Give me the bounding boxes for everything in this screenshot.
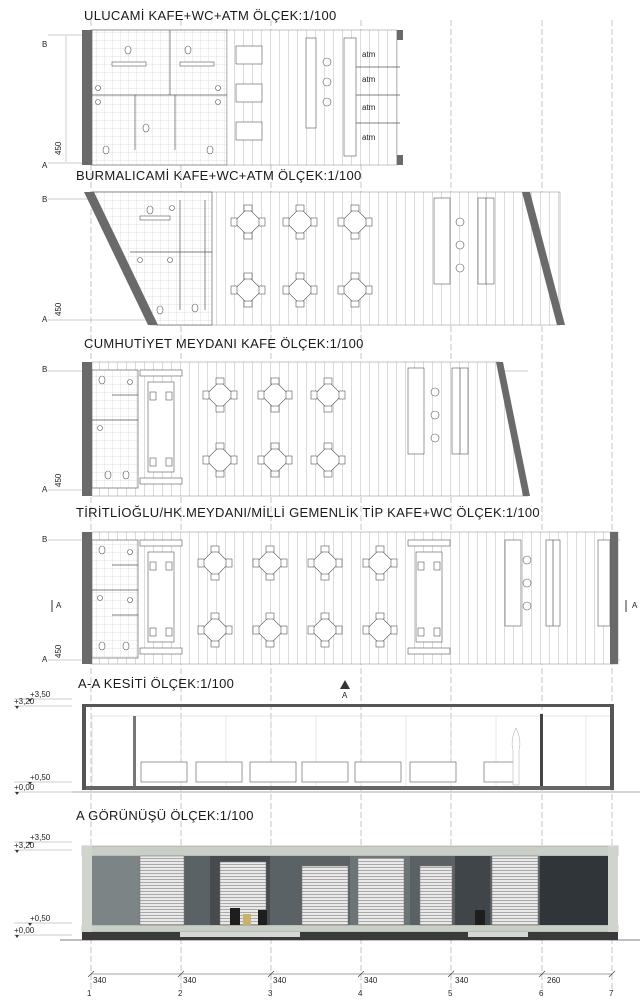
wc-fixture-icon <box>185 46 191 54</box>
grid-number: 4 <box>358 989 363 998</box>
chair-icon <box>258 910 267 925</box>
elevation-title: A GÖRÜNÜŞÜ ÖLÇEK:1/100 <box>76 808 254 823</box>
end-wall <box>82 30 92 165</box>
plan-burmalicami <box>42 168 565 325</box>
louver-shutter <box>302 866 348 925</box>
section-title: A-A KESİTİ ÖLÇEK:1/100 <box>78 676 235 691</box>
grid-number: 3 <box>268 989 273 998</box>
end-wall <box>610 532 618 664</box>
axis-label-a: A <box>42 161 48 170</box>
chair-icon <box>475 910 485 925</box>
grid-number: 5 <box>448 989 453 998</box>
end-wall <box>82 362 92 496</box>
depth-dimension: 450 <box>54 644 63 658</box>
level-label: +3,20 <box>14 841 35 850</box>
plan-cumhuriyet <box>42 336 530 496</box>
atm-label: atm <box>362 75 376 84</box>
louver-shutter <box>492 856 538 925</box>
plan-title: TİRİTLİOĞLU/HK.MEYDANI/MİLLİ GEMENLİK TİP KAFE+WC ÖLÇEK:1/100 <box>76 505 540 520</box>
grid-number: 1 <box>87 989 92 998</box>
level-label: +3,50 <box>30 833 51 842</box>
level-label: +0,50 <box>30 773 51 782</box>
section-a-a <box>14 676 640 795</box>
axis-label-a: A <box>42 315 48 324</box>
plan-ulucami <box>42 8 403 170</box>
section-marker-right: A <box>632 601 638 610</box>
louver-shutter <box>140 856 184 925</box>
level-label: +0,50 <box>30 914 51 923</box>
depth-dimension: 450 <box>54 302 63 316</box>
partition <box>133 716 136 786</box>
elevation-a <box>14 808 640 940</box>
level-label: +3,20 <box>14 697 35 706</box>
depth-dimension: 450 <box>54 473 63 487</box>
level-label: +3,50 <box>30 690 51 699</box>
plan-title: BURMALICAMİ KAFE+WC+ATM ÖLÇEK:1/100 <box>76 168 362 183</box>
depth-dimension: 450 <box>54 141 63 155</box>
section-arrow-icon <box>340 680 350 689</box>
plan-title: ULUCAMİ KAFE+WC+ATM ÖLÇEK:1/100 <box>84 8 337 23</box>
level-label: +0,00 <box>14 926 35 935</box>
atm-label: atm <box>362 133 376 142</box>
axis-label-b: B <box>42 535 48 544</box>
louver-shutter <box>358 858 404 925</box>
dimension-value: 340 <box>364 976 378 985</box>
end-wall <box>82 532 92 664</box>
axis-label-b: B <box>42 40 48 49</box>
bottom-dimension-line <box>87 971 615 998</box>
roof-slab <box>82 846 618 856</box>
section-marker: A <box>342 691 348 700</box>
wc-fixture-icon <box>125 46 131 54</box>
grid-number: 2 <box>178 989 183 998</box>
grid-number: 7 <box>609 989 614 998</box>
plan-tip-kafe <box>42 505 638 664</box>
plan-title: CUMHUTİYET MEYDANI KAFE ÖLÇEK:1/100 <box>84 336 364 351</box>
axis-label-a: A <box>42 655 48 664</box>
dimension-value: 340 <box>455 976 469 985</box>
dimension-value: 260 <box>547 976 561 985</box>
axis-label-a: A <box>42 485 48 494</box>
chair-icon <box>230 908 240 925</box>
dimension-value: 340 <box>183 976 197 985</box>
partition <box>540 714 543 786</box>
dimension-value: 340 <box>93 976 107 985</box>
axis-label-b: B <box>42 365 48 374</box>
wc-tiled-area <box>92 30 227 165</box>
human-figure-icon <box>512 728 520 785</box>
atm-label: atm <box>362 103 376 112</box>
level-label: +0,00 <box>14 783 35 792</box>
section-marker-left: A <box>56 601 62 610</box>
atm-label: atm <box>362 50 376 59</box>
grid-number: 6 <box>539 989 544 998</box>
axis-label-b: B <box>42 195 48 204</box>
dimension-value: 340 <box>273 976 287 985</box>
louver-shutter <box>420 866 452 925</box>
